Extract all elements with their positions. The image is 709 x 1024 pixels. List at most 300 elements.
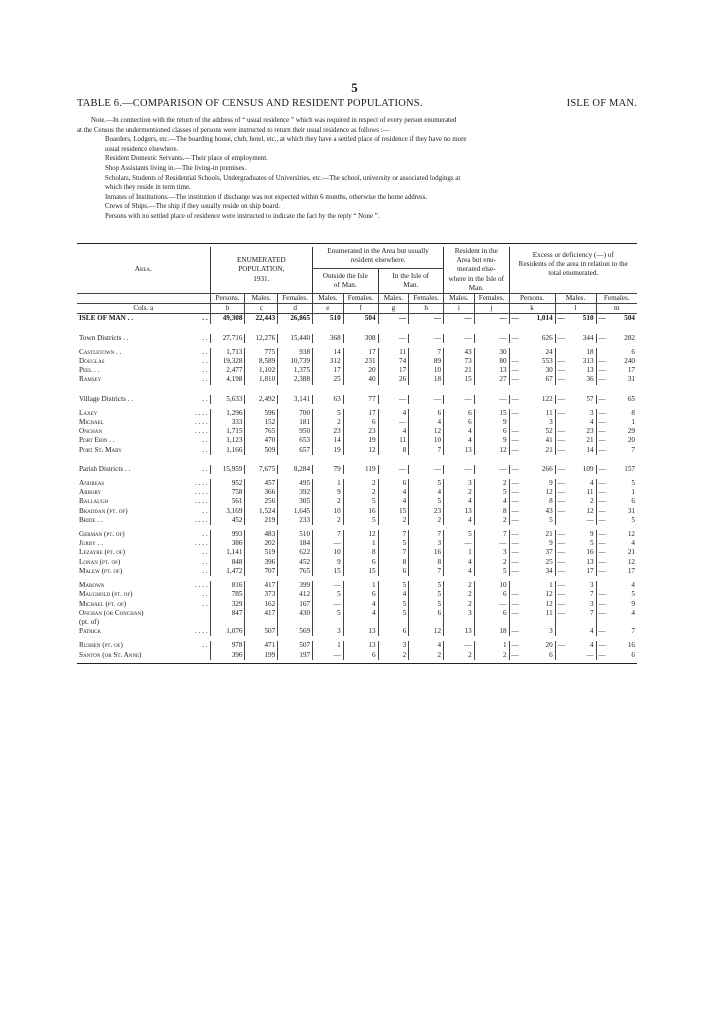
row-area-name: German (pt. of) — [79, 530, 125, 539]
sign-cell: — — [596, 539, 608, 548]
value-cell: 21 — [627, 548, 635, 557]
table-title-left: TABLE 6.—COMPARISON OF CENSUS AND RESIDENT POPULATIONS. — [77, 98, 423, 109]
value-cell: 17 — [343, 348, 378, 357]
value-cell: 952 — [210, 479, 245, 488]
value-cell: 4 — [444, 567, 475, 576]
value-cell: 4 — [444, 497, 475, 506]
value-cell — [313, 618, 344, 627]
value-cell: 12 — [409, 627, 444, 636]
value-cell: 938 — [278, 348, 313, 357]
value-cell: 3 — [409, 539, 444, 548]
sign-cell: — — [596, 366, 608, 375]
column-letter: i — [444, 304, 475, 314]
value-cell: 199 — [245, 651, 278, 660]
value-cell: 6 — [409, 409, 444, 418]
value-cell: 14 — [586, 445, 594, 454]
sign-cell: — — [509, 567, 521, 576]
value-cell: 27 — [474, 375, 509, 384]
sign-cell — [555, 418, 567, 427]
value-cell: 40 — [343, 375, 378, 384]
value-cell: 657 — [278, 446, 313, 455]
value-cell: 470 — [245, 436, 278, 445]
comparison-table — [77, 243, 637, 664]
value-cell: 7 — [409, 567, 444, 576]
sign-cell: — — [555, 590, 567, 599]
value-cell: — — [409, 314, 444, 324]
notes-block — [77, 116, 637, 222]
value-cell: 5 — [409, 581, 444, 590]
note-line: Crews of Ships.—The ship if they usually reside on ship board. — [105, 203, 280, 211]
row-leader-dots: . . — [202, 347, 208, 356]
sign-cell: — — [596, 516, 608, 525]
table-row — [77, 651, 637, 660]
row-leader-dots: . . — [202, 530, 208, 539]
row-area-name: Port Erin . . — [79, 436, 115, 445]
value-cell: 4 — [378, 488, 409, 497]
table-row — [77, 418, 637, 427]
value-cell: 1 — [444, 548, 475, 557]
value-cell: — — [313, 539, 344, 548]
sign-cell — [596, 581, 608, 590]
value-cell: 13 — [343, 641, 378, 650]
sign-cell: — — [509, 409, 521, 418]
row-area-name: Peel . . — [79, 366, 100, 375]
value-cell: 240 — [624, 357, 635, 366]
sign-cell: — — [596, 609, 608, 618]
sign-cell: — — [509, 516, 521, 525]
value-cell: 26,865 — [278, 314, 313, 324]
value-cell: 23 — [343, 427, 378, 436]
value-cell: 157 — [624, 464, 635, 473]
value-cell: 3 — [589, 581, 594, 590]
value-cell: 18 — [586, 347, 594, 356]
note-line: Shop Assistants living in.—The living-in premises. — [105, 164, 247, 172]
value-cell: — — [378, 395, 409, 404]
table-row — [77, 375, 637, 384]
header-enumerated: ENUMERATED POPULATION, 1931. — [210, 247, 312, 294]
value-cell: 25 — [313, 375, 344, 384]
row-area-name: Parish Districts . . — [79, 464, 131, 473]
value-cell: 333 — [210, 418, 245, 427]
value-cell: 13 — [586, 366, 594, 375]
value-cell: 4 — [343, 609, 378, 618]
value-cell: 52 — [545, 427, 553, 436]
subheader-cell: Males. — [444, 294, 475, 304]
value-cell: 5 — [444, 530, 475, 539]
sign-cell: — — [509, 548, 521, 557]
value-cell: 504 — [624, 314, 635, 323]
value-cell: 4 — [444, 516, 475, 525]
value-cell: 3 — [474, 548, 509, 557]
value-cell: 17 — [343, 409, 378, 418]
row-area-name: Port St. Mary — [79, 445, 122, 454]
value-cell: 510 — [278, 530, 313, 539]
value-cell: 12 — [343, 530, 378, 539]
value-cell: 43 — [444, 348, 475, 357]
value-cell: 4 — [343, 600, 378, 609]
sign-cell: — — [509, 627, 521, 636]
row-area-name: Marown — [79, 581, 105, 590]
sign-cell — [555, 516, 567, 525]
subheader-cell: Males. — [378, 294, 409, 304]
value-cell: 2,492 — [245, 395, 278, 404]
value-cell: 17 — [313, 366, 344, 375]
value-cell: 373 — [245, 590, 278, 599]
value-cell: 2 — [444, 590, 475, 599]
value-cell: 282 — [624, 333, 635, 342]
value-cell: 2 — [378, 516, 409, 525]
value-cell: 504 — [343, 314, 378, 324]
value-cell: 49,308 — [210, 314, 245, 324]
value-cell: 483 — [245, 530, 278, 539]
row-leader-dots: . . — [202, 548, 208, 557]
value-cell: 10 — [409, 366, 444, 375]
value-cell: 256 — [245, 497, 278, 506]
header-outside: Outside the Isle of Man. — [313, 268, 378, 291]
subheader-cell: Females. — [278, 294, 313, 304]
sign-cell — [596, 348, 608, 357]
value-cell: 181 — [278, 418, 313, 427]
value-cell: 7 — [409, 446, 444, 455]
row-leader-dots: . . . . — [195, 479, 208, 488]
value-cell: 219 — [245, 516, 278, 525]
value-cell: 7 — [474, 530, 509, 539]
value-cell: 12 — [627, 557, 635, 566]
value-cell: 3,141 — [278, 395, 313, 404]
header-resident: Resident in the Area but enu-merated else-where in the Isle of Man. — [444, 247, 509, 294]
value-cell: 765 — [278, 567, 313, 576]
value-cell: 2,477 — [210, 366, 245, 375]
value-cell: 3 — [444, 609, 475, 618]
sign-cell: — — [596, 418, 608, 427]
sign-cell: — — [596, 641, 608, 650]
value-cell: 20 — [545, 641, 553, 650]
value-cell: 4 — [409, 488, 444, 497]
value-cell: 509 — [245, 446, 278, 455]
row-area-name: Douglas — [79, 357, 105, 366]
sign-cell: — — [509, 497, 521, 506]
row-leader-dots: . . — [202, 314, 208, 323]
value-cell: 396 — [210, 651, 245, 660]
row-leader-dots: . . — [202, 599, 208, 608]
row-leader-dots — [181, 651, 211, 660]
row-area-name: Castletown . . — [79, 347, 122, 356]
sign-cell — [509, 618, 521, 627]
sign-cell: — — [555, 581, 567, 590]
value-cell: 6 — [474, 609, 509, 618]
value-cell: 507 — [245, 627, 278, 636]
value-cell: 19 — [343, 436, 378, 445]
sign-cell — [555, 348, 567, 357]
row-area-name: Jurby . . — [79, 539, 103, 548]
row-area-name: (pt. of) — [79, 617, 99, 626]
row-area-name: Ramsey — [79, 375, 102, 384]
sign-cell: — — [555, 334, 567, 343]
value-cell: 7 — [409, 530, 444, 539]
value-cell: 7 — [313, 530, 344, 539]
value-cell: 25 — [545, 557, 553, 566]
sign-cell: — — [555, 357, 567, 366]
value-cell: 4 — [589, 627, 594, 636]
value-cell: 2 — [444, 581, 475, 590]
value-cell: 4 — [378, 497, 409, 506]
value-cell: 4 — [474, 497, 509, 506]
value-cell: 152 — [245, 418, 278, 427]
value-cell: 3 — [378, 641, 409, 650]
sign-cell: — — [509, 446, 521, 455]
value-cell: 6 — [549, 650, 553, 659]
sign-cell: — — [596, 590, 608, 599]
value-cell: 1 — [631, 418, 635, 427]
value-cell: 5,633 — [210, 395, 245, 404]
sign-cell: — — [596, 651, 608, 660]
sign-cell — [555, 618, 567, 627]
value-cell: 7 — [589, 608, 594, 617]
sign-cell: — — [596, 409, 608, 418]
sign-cell: — — [509, 641, 521, 650]
sign-cell: — — [509, 479, 521, 488]
sign-cell: — — [596, 507, 608, 516]
value-cell: 12 — [627, 530, 635, 539]
value-cell: 5 — [378, 539, 409, 548]
value-cell: 20 — [343, 366, 378, 375]
value-cell: 5 — [474, 488, 509, 497]
value-cell: 5 — [343, 497, 378, 506]
value-cell: 5 — [409, 590, 444, 599]
value-cell: 2,388 — [278, 375, 313, 384]
row-leader-dots: . . — [202, 357, 208, 366]
row-area-name: Ballaugh — [79, 497, 108, 506]
value-cell: 775 — [245, 348, 278, 357]
value-cell: 162 — [245, 600, 278, 609]
sign-cell — [555, 627, 567, 636]
row-area-name: Andreas — [79, 479, 105, 488]
row-leader-dots: . . . . — [195, 581, 208, 590]
value-cell — [245, 618, 278, 627]
value-cell: 1 — [313, 479, 344, 488]
value-cell: 1 — [631, 488, 635, 497]
value-cell: 4 — [378, 427, 409, 436]
value-cell: 12,276 — [245, 334, 278, 343]
subheader-cell: Persons. — [509, 294, 555, 304]
value-cell: 17 — [586, 566, 594, 575]
value-cell: 978 — [210, 641, 245, 650]
value-cell: — — [444, 334, 475, 343]
value-cell: 6 — [343, 558, 378, 567]
value-cell — [210, 618, 245, 627]
value-cell: 5 — [474, 567, 509, 576]
value-cell: 1 — [313, 641, 344, 650]
value-cell: 412 — [278, 590, 313, 599]
sign-cell: — — [596, 479, 608, 488]
value-cell: 15 — [343, 567, 378, 576]
value-cell: 4 — [589, 418, 594, 427]
sign-cell: — — [509, 609, 521, 618]
value-cell: — — [313, 600, 344, 609]
value-cell: 37 — [545, 548, 553, 557]
value-cell: 12 — [474, 446, 509, 455]
value-cell: 23 — [586, 427, 594, 436]
table-row — [77, 558, 637, 567]
value-cell: 847 — [210, 609, 245, 618]
value-cell: 510 — [582, 314, 594, 323]
table-row — [77, 590, 637, 599]
note-line: which they reside in term time. — [105, 184, 191, 192]
note-line: Inmates of Institutions.—The institution if discharge was not expected within 6 months, otherwise the home address. — [105, 193, 428, 201]
note-line: Resident Domestic Servants.—Their place of employment. — [105, 155, 268, 163]
value-cell: 312 — [313, 357, 344, 366]
value-cell: 1,715 — [210, 427, 245, 436]
value-cell: 1,645 — [278, 507, 313, 516]
value-cell: 329 — [210, 600, 245, 609]
sign-cell — [509, 348, 521, 357]
cols-label: Cols. a — [133, 304, 154, 313]
value-cell: 12 — [545, 488, 553, 497]
value-cell: 2 — [444, 651, 475, 660]
sign-cell: — — [509, 395, 521, 404]
value-cell: — — [474, 539, 509, 548]
table-row — [77, 465, 637, 474]
column-letter: m — [596, 304, 637, 314]
table-row — [77, 567, 637, 576]
sign-cell: — — [555, 488, 567, 497]
value-cell: 9 — [313, 558, 344, 567]
sign-cell: — — [555, 609, 567, 618]
value-cell: 386 — [210, 539, 245, 548]
sign-cell: — — [596, 427, 608, 436]
value-cell: 10 — [313, 548, 344, 557]
value-cell: 707 — [245, 567, 278, 576]
value-cell: — — [474, 395, 509, 404]
value-cell: 12 — [545, 599, 553, 608]
value-cell: 622 — [278, 548, 313, 557]
value-cell — [521, 618, 555, 627]
value-cell: 27,716 — [210, 334, 245, 343]
value-cell: 396 — [245, 558, 278, 567]
row-area-name: Patrick — [79, 627, 102, 636]
column-letter: j — [474, 304, 509, 314]
value-cell: 31 — [627, 506, 635, 515]
header-not-resident: Enumerated in the Area but usually resident elsewhere. — [313, 247, 444, 268]
value-cell: — — [444, 539, 475, 548]
value-cell: 3 — [549, 418, 553, 427]
table-row — [77, 600, 637, 609]
value-cell: 119 — [343, 465, 378, 474]
value-cell: 1,014 — [536, 314, 553, 323]
value-cell: 417 — [245, 581, 278, 590]
value-cell: 63 — [313, 395, 344, 404]
value-cell: 15 — [313, 567, 344, 576]
note-line: Scholars, Students of Residential Schools, Undergraduates of Universities, etc.—The school, university or associated lodgings at — [105, 174, 461, 182]
value-cell: 2 — [343, 479, 378, 488]
table-row — [77, 395, 637, 404]
value-cell: 8 — [409, 558, 444, 567]
row-leader-dots: . . — [202, 590, 208, 599]
row-area-name: Santon (or St. Anne) — [79, 650, 142, 659]
table-row — [77, 427, 637, 436]
row-leader-dots: . . — [202, 333, 208, 342]
value-cell: 13 — [343, 627, 378, 636]
table-row — [77, 479, 637, 488]
value-cell: 510 — [313, 314, 344, 324]
value-cell: 15,440 — [278, 334, 313, 343]
value-cell: 109 — [582, 464, 594, 473]
value-cell: 9 — [631, 599, 635, 608]
value-cell: 184 — [278, 539, 313, 548]
value-cell: 5 — [631, 479, 635, 488]
value-cell: 202 — [245, 539, 278, 548]
value-cell: 4 — [378, 409, 409, 418]
value-cell: 1,141 — [210, 548, 245, 557]
value-cell: 1,375 — [278, 366, 313, 375]
sign-cell — [555, 651, 567, 660]
row-leader-dots: . . — [202, 566, 208, 575]
value-cell: 11 — [378, 436, 409, 445]
column-letter: f — [343, 304, 378, 314]
value-cell: — — [409, 334, 444, 343]
value-cell: — — [586, 650, 594, 659]
sign-cell: — — [596, 600, 608, 609]
value-cell: 758 — [210, 488, 245, 497]
value-cell: 471 — [245, 641, 278, 650]
sign-cell: — — [555, 530, 567, 539]
value-cell: 29 — [627, 427, 635, 436]
value-cell: 6 — [474, 427, 509, 436]
value-cell: 6 — [343, 590, 378, 599]
sign-cell: — — [509, 334, 521, 343]
sign-cell: — — [509, 651, 521, 660]
value-cell: 596 — [245, 409, 278, 418]
value-cell: 313 — [582, 357, 594, 366]
sign-cell: — — [509, 488, 521, 497]
sign-cell: — — [555, 465, 567, 474]
table-row — [77, 357, 637, 366]
value-cell: 816 — [210, 581, 245, 590]
value-cell: 2 — [313, 418, 344, 427]
value-cell: 9 — [474, 436, 509, 445]
subheader-cell: Females. — [474, 294, 509, 304]
value-cell: 8,284 — [278, 465, 313, 474]
value-cell: 561 — [210, 497, 245, 506]
value-cell: 5 — [343, 516, 378, 525]
value-cell: 16 — [343, 507, 378, 516]
row-leader-dots: . . . . — [195, 627, 208, 636]
value-cell: 16 — [409, 548, 444, 557]
sign-cell: — — [596, 436, 608, 445]
value-cell: 26 — [378, 375, 409, 384]
value-cell: 10 — [313, 507, 344, 516]
value-cell: 6 — [474, 590, 509, 599]
value-cell: — — [378, 314, 409, 324]
value-cell — [444, 618, 475, 627]
value-cell: 16 — [627, 641, 635, 650]
value-cell: 233 — [278, 516, 313, 525]
value-cell: 89 — [409, 357, 444, 366]
value-cell: 4 — [631, 608, 635, 617]
value-cell: 13 — [474, 366, 509, 375]
value-cell: 6 — [409, 609, 444, 618]
value-cell: 569 — [278, 627, 313, 636]
value-cell: — — [444, 314, 475, 324]
value-cell: 15 — [444, 375, 475, 384]
sign-cell: — — [509, 590, 521, 599]
value-cell: 8 — [631, 408, 635, 417]
value-cell: 1,076 — [210, 627, 245, 636]
value-cell: — — [444, 465, 475, 474]
row-leader-dots: . . — [202, 366, 208, 375]
value-cell: 11 — [545, 608, 553, 617]
value-cell: 17 — [378, 366, 409, 375]
